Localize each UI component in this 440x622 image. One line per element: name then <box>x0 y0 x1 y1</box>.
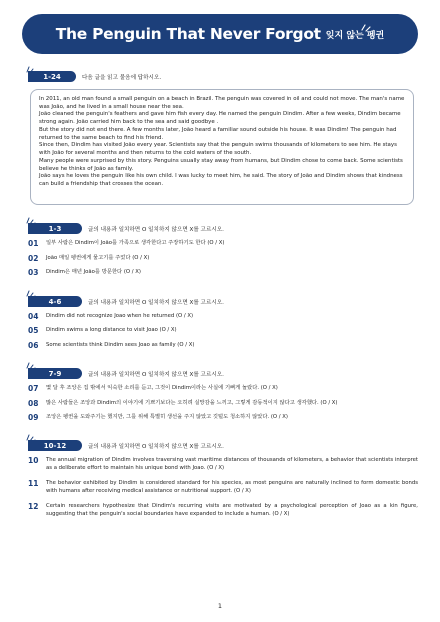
question-item <box>28 313 418 321</box>
question-item <box>28 342 418 350</box>
question-item <box>28 255 418 263</box>
question-text: 일부 사람은 Dindim이 João를 가족으로 생각한다고 주장하기도 한다 (O / X) <box>46 240 225 246</box>
question-text: Dindim swims a long distance to visit Joao (O / X) <box>46 327 177 333</box>
page-number: 1 <box>217 602 223 610</box>
question-number: 02 <box>28 254 39 263</box>
question-number: 05 <box>28 326 39 335</box>
section-header-10-12 <box>28 440 224 451</box>
question-number: 08 <box>28 399 39 408</box>
section-instruction: 글의 내용과 일치하면 O 일치하지 않으면 X를 고르시오. <box>88 299 224 306</box>
question-item <box>28 503 418 519</box>
question-text: Certain researchers hypothesize that Dindim's recurring visits are motivated by a psychological perception of Joao as a kin figure, suggesting that the penguin's social boundaries have expanded to include a human. (O / X) <box>46 503 418 517</box>
section-range-pill: 1-3 <box>28 223 82 234</box>
section-instruction: 글의 내용과 일치하면 O 일치하지 않으면 X를 고르시오. <box>88 443 224 450</box>
question-number: 07 <box>28 384 39 393</box>
page-title: The Penguin That Never Forgot <box>55 25 321 43</box>
sparkle-icon <box>360 23 372 33</box>
section-header-7-9 <box>28 368 224 379</box>
section-instruction: 다음 글을 읽고 물음에 답하시오. <box>82 74 162 81</box>
question-text: João 매일 펭귄에게 물고기를 주었다 (O / X) <box>46 255 150 261</box>
question-number: 09 <box>28 413 39 422</box>
section-instruction: 글의 내용과 일치하면 O 일치하지 않으면 X를 고르시오. <box>88 371 224 378</box>
passage-box <box>30 89 414 205</box>
passage-paragraph: But the story did not end there. A few months later, João heard a familiar sound outside his house. It was Dindim! The penguin had returned to the same beach to find his friend. <box>39 126 397 141</box>
question-item <box>28 269 418 277</box>
question-number: 01 <box>28 239 39 248</box>
question-number: 10 <box>28 456 39 465</box>
question-text: Dindim은 매년 João를 방문한다 (O / X) <box>46 269 141 275</box>
question-item <box>28 240 418 248</box>
passage-paragraph: In 2011, an old man found a small penguin on a beach in Brazil. The penguin was covered in oil and could not move. The man's name was João, and he lived in a small house near the sea. <box>39 96 405 110</box>
section-header-1-3 <box>28 223 224 234</box>
question-text: 조앙은 펭귄을 도와주기는 했지만, 그를 위해 특별히 생선을 주지 않았고 깃털도 청소하지 않았다. (O / X) <box>46 414 288 420</box>
question-item <box>28 414 418 422</box>
title-banner <box>22 14 418 54</box>
section-range-pill: 1-24 <box>28 71 76 82</box>
question-text: The annual migration of Dindim involves traversing vast maritime distances of thousands of kilometers, a behavior that scientists interpret as a deliberate effort to maintain his unique bond with Joao. (O / X) <box>46 457 418 471</box>
passage-section-header <box>28 71 161 82</box>
page-subtitle: 잊지 않는 펭귄 <box>325 30 385 41</box>
question-text: 많은 사람들은 조앙과 Dindim의 이야기에 기쁘기보다는 오히려 실망감을 느끼고, 그렇게 감동적이지 않다고 생각했다. (O / X) <box>46 400 338 406</box>
passage-paragraph: João cleaned the penguin's feathers and gave him fish every day. He named the penguin Dindim. After a few weeks, Dindim became strong again. João carried him back to the sea and said goodbye . <box>39 111 401 126</box>
section-range-pill: 4-6 <box>28 296 82 307</box>
question-number: 06 <box>28 341 39 350</box>
question-item <box>28 480 418 496</box>
question-text: Some scientists think Dindim sees Joao as family (O / X) <box>46 342 195 348</box>
question-text: The behavior exhibited by Dindim is considered standard for his species, as most penguins are naturally inclined to form domestic bonds with humans after receiving medical assistance or nutritional support. (O / X) <box>46 480 418 494</box>
section-range-pill: 7-9 <box>28 368 82 379</box>
question-text: Dindim did not recognize Joao when he returned (O / X) <box>46 313 194 319</box>
question-item <box>28 327 418 335</box>
section-header-4-6 <box>28 296 224 307</box>
question-number: 11 <box>28 479 39 488</box>
question-text: 몇 달 후 조앙은 집 밖에서 익숙한 소리를 듣고, 그것이 Dindim이라는 사실에 기뻐게 놀랐다. (O / X) <box>46 385 278 391</box>
passage-paragraph: João says he loves the penguin like his own child. I was lucky to meet him, he said. The story of João and Dindim shows that kindness can build a friendship that crosses the ocean. <box>39 173 403 188</box>
question-item <box>28 385 418 393</box>
question-number: 03 <box>28 268 39 277</box>
question-number: 04 <box>28 312 39 321</box>
question-item <box>28 457 418 473</box>
passage-paragraph: Since then, Dindim has visited João every year. Scientists say that the penguin swims thousands of kilometers to see him. He stays with João for several months and then returns to the cold waters of the south. <box>39 142 397 157</box>
passage-paragraph: Many people were surprised by this story. Penguins usually stay away from humans, but Dindim chose to come back. Some scientists believe he thinks of João as family. <box>39 157 403 172</box>
question-item <box>28 400 418 408</box>
section-range-pill: 10-12 <box>28 440 82 451</box>
question-number: 12 <box>28 502 39 511</box>
section-instruction: 글의 내용과 일치하면 O 일치하지 않으면 X를 고르시오. <box>88 226 224 233</box>
